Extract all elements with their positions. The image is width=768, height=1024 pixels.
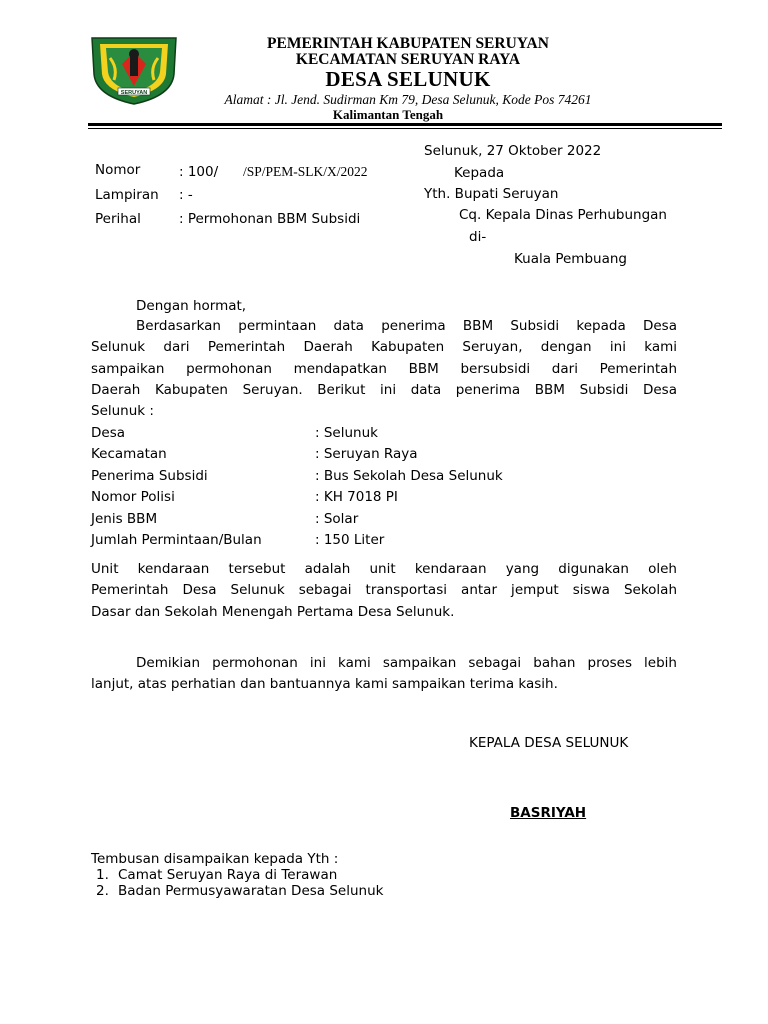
header-divider: [88, 123, 722, 126]
detail-value-kecamatan: : Seruyan Raya: [315, 446, 418, 462]
cc-item: Camat Seruyan Raya di Terawan: [118, 867, 338, 883]
paragraph-line: Daerah Kabupaten Seruyan. Berikut ini data penerima BBM Subsidi Desa: [91, 381, 677, 398]
nomor-label: Nomor: [95, 162, 141, 178]
detail-value-jumlah: : 150 Liter: [315, 532, 385, 548]
paragraph-closing: [91, 653, 677, 696]
nomor-separator: : 100/: [179, 164, 219, 180]
kepada-label: Kepada: [454, 165, 505, 181]
paragraph-line: Selunuk dari Pemerintah Daerah Kabupaten Seruyan, dengan ini kami: [91, 339, 677, 356]
regency-name: PEMERINTAH KABUPATEN SERUYAN: [267, 35, 549, 52]
lampiran-label: Lampiran: [95, 187, 159, 203]
paragraph-line: Pemerintah Desa Selunuk sebagai transportasi antar jemput siswa Sekolah: [91, 582, 677, 599]
detail-value-penerima: : Bus Sekolah Desa Selunuk: [315, 468, 503, 484]
recipient-di: di-: [469, 229, 487, 245]
paragraph-vehicle: [91, 559, 677, 623]
salutation: Dengan hormat,: [136, 298, 247, 314]
detail-label-jenis-bbm: Jenis BBM: [91, 511, 158, 527]
header-divider-thin: [88, 128, 722, 129]
detail-label-desa: Desa: [91, 425, 126, 441]
province-name: Kalimantan Tengah: [332, 107, 444, 122]
office-address: Alamat : Jl. Jend. Sudirman Km 79, Desa Selunuk, Kode Pos 74261: [224, 92, 592, 107]
perihal-value: : Permohonan BBM Subsidi: [179, 211, 361, 227]
emblem-lettering: SERUYAN: [120, 90, 148, 96]
detail-label-nopol: Nomor Polisi: [91, 489, 175, 505]
signatory-name: BASRIYAH: [510, 805, 587, 821]
cc-heading: Tembusan disampaikan kepada Yth :: [91, 851, 339, 867]
paragraph-line: Unit kendaraan tersebut adalah unit kendaraan yang digunakan oleh: [91, 561, 677, 577]
paragraph-request: [91, 316, 677, 422]
recipient-cq: Cq. Kepala Dinas Perhubungan: [459, 207, 667, 223]
detail-label-penerima: Penerima Subsidi: [91, 468, 208, 484]
detail-value-nopol: : KH 7018 PI: [315, 489, 398, 505]
detail-label-jumlah: Jumlah Permintaan/Bulan: [91, 532, 262, 548]
regency-emblem: [88, 34, 180, 106]
place-date: Selunuk, 27 Oktober 2022: [424, 143, 602, 159]
cc-item-number: 2.: [96, 883, 109, 899]
paragraph-line: Berdasarkan permintaan data penerima BBM Subsidi kepada Desa: [136, 318, 677, 334]
paragraph-line: Demikian permohonan ini kami sampaikan sebagai bahan proses lebih: [136, 655, 677, 671]
paragraph-line: sampaikan permohonan mendapatkan BBM bersubsidi dari Pemerintah: [91, 360, 677, 377]
nomor-value: /SP/PEM-SLK/X/2022: [243, 164, 368, 179]
paragraph-line: lanjut, atas perhatian dan bantuannya kami sampaikan terima kasih.: [91, 676, 558, 693]
recipient-city: Kuala Pembuang: [514, 251, 627, 267]
signatory-title: KEPALA DESA SELUNUK: [469, 735, 629, 751]
detail-label-kecamatan: Kecamatan: [91, 446, 167, 462]
recipient-name: Yth. Bupati Seruyan: [424, 186, 559, 202]
detail-value-jenis-bbm: : Solar: [315, 511, 359, 527]
paragraph-line: Dasar dan Sekolah Menengah Pertama Desa Selunuk.: [91, 603, 455, 620]
lampiran-value: : -: [179, 187, 193, 203]
district-name: KECAMATAN SERUYAN RAYA: [295, 51, 521, 68]
village-title: DESA SELUNUK: [325, 67, 491, 91]
cc-item-number: 1.: [96, 867, 109, 883]
detail-value-desa: : Selunuk: [315, 425, 378, 441]
cc-item: Badan Permusyawaratan Desa Selunuk: [118, 883, 384, 899]
paragraph-line: Selunuk :: [91, 403, 154, 420]
perihal-label: Perihal: [95, 211, 141, 227]
